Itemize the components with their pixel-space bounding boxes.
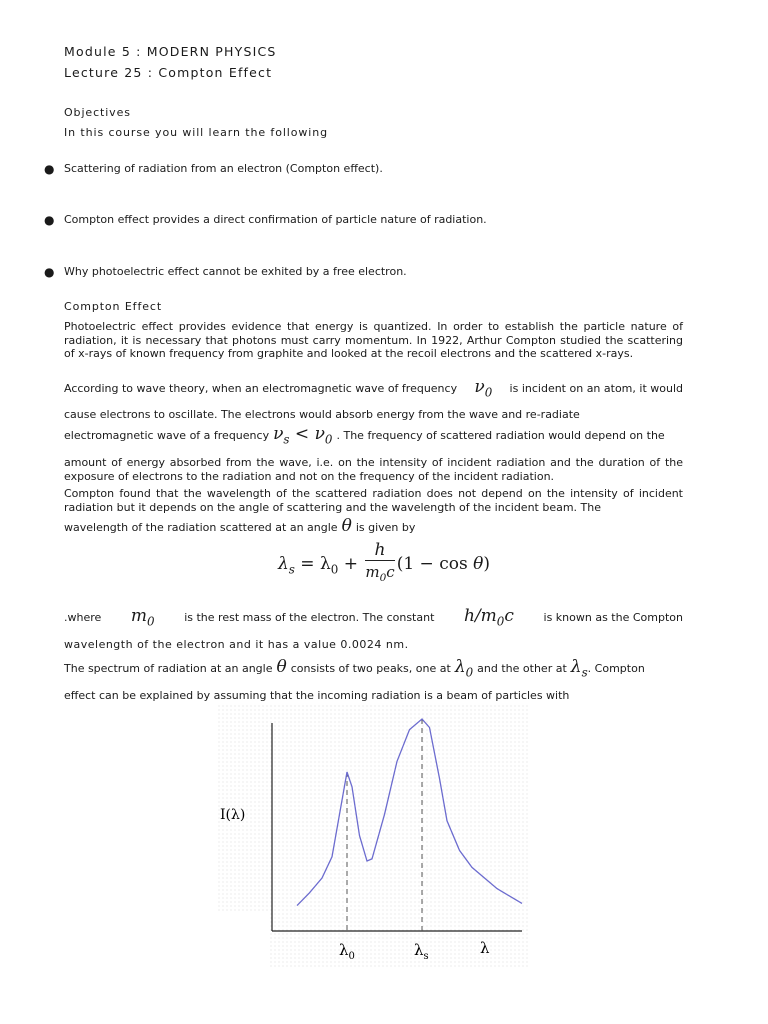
text-run: The spectrum of radiation at an angle [64,662,273,675]
compton-value-line: wavelength of the electron and it has a value 0.0024 nm. [64,638,409,651]
compton-equation: $\lambda_s = \lambda_0$ + $\frac{h}{m_0c}$ (1 − cos θ) [278,540,490,584]
text-run: is given by [355,521,416,534]
bullet-dot-icon: ● [44,213,55,227]
text-run: is the rest mass of the electron. The constant [184,611,435,624]
compton-wavelength-symbol: $h/m_0c$ [464,606,514,629]
text-line [64,408,683,421]
particle-beam-line: effect can be explained by assuming that the incoming radiation is a beam of particles with [64,689,570,702]
tick-label-lambda-s: $\lambda_s$ [414,941,429,962]
section-heading: Compton Effect [64,300,163,313]
rest-mass-line [64,606,683,628]
objective-item: Compton effect provides a direct confirmation of particle nature of radiation. [64,213,487,226]
text-run: wavelength of the radiation scattered at an angle [64,521,338,534]
text-run: is incident on an atom, it would [509,382,683,395]
objective-item: Scattering of radiation from an electron (Compton effect). [64,162,383,175]
nu0-symbol: $\nu_0$ [474,377,493,400]
frequency-line [64,424,683,446]
lambda-s-symbol: $\lambda_s$ [570,657,588,680]
angle-line [64,516,683,536]
text-run: and the other at [477,662,567,675]
bullet-dot-icon: ● [44,162,55,176]
chart-grid-mask [218,911,270,967]
text-run: According to wave theory, when an electromagnetic wave of frequency [64,382,458,395]
text-run: consists of two peaks, one at [290,662,451,675]
wave-theory-line [64,377,683,399]
text-run: electromagnetic wave of a frequency [64,429,270,442]
m0-symbol: $m_0$ [130,606,155,629]
tick-label-lambda0: $\lambda_0$ [339,941,355,962]
text-run: cause electrons to oscillate. The electrons would absorb energy from the wave and re-radiate [64,408,580,421]
text-run: . Compton [587,662,645,675]
spectrum-line [64,657,683,679]
nu-s-inequality: $\nu_s < \nu_0$ [273,424,333,447]
objectives-intro: In this course you will learn the following [64,126,328,139]
module-title: Module 5 : MODERN PHYSICS [64,44,277,59]
x-axis-label: λ [480,939,490,957]
theta-symbol: θ [341,516,352,536]
bullet-dot-icon: ● [44,265,55,279]
spectrum-chart [218,705,530,967]
objective-item: Why photoelectric effect cannot be exhited by a free electron. [64,265,407,278]
objectives-heading: Objectives [64,106,131,119]
paragraph-wave-theory: amount of energy absorbed from the wave, i.e. on the intensity of incident radiation and the duration of the exposure of electrons to the radiation and not on the frequency of the incident radiation. [64,456,683,483]
lecture-title: Lecture 25 : Compton Effect [64,65,273,80]
y-axis-label: I(λ) [220,807,246,823]
lambda0-symbol: $\lambda_0$ [454,657,474,680]
text-run: . The frequency of scattered radiation would depend on the [336,429,665,442]
theta-symbol: θ [276,657,287,677]
text-run: is known as the Compton [543,611,683,624]
paragraph-compton-finding: Compton found that the wavelength of the scattered radiation does not depend on the intensity of incident radiation but it depends on the angle of scattering and the wavelength of the incident beam. The [64,487,683,514]
paragraph-intro: Photoelectric effect provides evidence that energy is quantized. In order to establish the particle nature of radiation, it is necessary that photons must carry momentum. In 1922, Arthur Compton studied the scattering of x-rays of known frequency from graphite and looked at the recoil electrons and the scattered x-rays. [64,320,683,360]
text-run: .where [64,611,102,624]
